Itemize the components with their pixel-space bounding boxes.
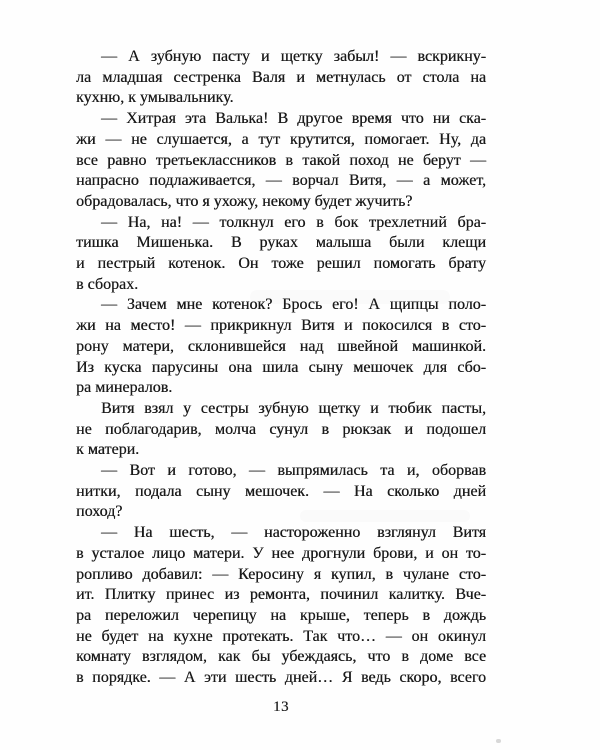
text-line: ла младшая сестренка Валя и метнулась от стола на <box>76 68 486 86</box>
scan-speck <box>496 739 501 743</box>
text-line: все равно третьеклассников в такой поход не берут — <box>76 151 486 169</box>
page-text <box>76 47 486 689</box>
text-line: жи — не слушается, а тут крутится, помогает. Ну, да <box>76 130 486 148</box>
text-line: нитки, подала сыну мешочек. — На сколько дней <box>76 482 486 500</box>
text-line: — На, на! — толкнул его в бок трехлетний бра- <box>101 213 486 231</box>
text-line: — На шесть, — настороженно взглянул Витя <box>101 524 486 542</box>
text-line: Витя взял у сестры зубную щетку и тюбик пасты, <box>101 399 486 417</box>
text-line: в усталое лицо матери. У нее дрогнули брови, и он то- <box>76 544 486 562</box>
text-line: жи на место! — прикрикнул Витя и покосился в сто- <box>76 317 486 335</box>
text-line: не поблагодарив, молча сунул в рюкзак и подошел <box>76 420 486 438</box>
text-line: — Вот и готово, — выпрямилась та и, оборвав <box>101 462 486 480</box>
text-line: ра переложил черепицу на крыше, теперь в дождь <box>76 606 486 624</box>
text-line: тишка Мишенька. В руках малыша были клещи <box>76 234 486 252</box>
text-line: напрасно подлаживается, — ворчал Витя, — а может, <box>76 172 486 190</box>
text-line: ра минералов. <box>76 379 173 397</box>
text-line: поход? <box>76 503 123 521</box>
text-line: комнату взглядом, как бы убеждаясь, что в доме все <box>76 648 486 666</box>
page-number: 13 <box>273 699 289 715</box>
text-line: в сборах. <box>76 275 139 293</box>
text-line: и пестрый котенок. Он тоже решил помогать брату <box>76 255 486 273</box>
text-line: обрадовалась, что я ухожу, некому будет жучить? <box>76 192 413 210</box>
text-line: рону матери, склонившейся над швейной машинкой. <box>76 337 486 355</box>
text-line: не будет на кухне протекать. Так что… — он окинул <box>76 627 486 645</box>
text-line: ит. Плитку принес из ремонта, починил калитку. Вче- <box>76 586 486 604</box>
text-line: Из куска парусины она шила сыну мешочек для сбо- <box>76 358 486 376</box>
text-line: ропливо добавил: — Керосину я купил, в чулане сто- <box>76 565 486 583</box>
text-line: кухню, к умывальнику. <box>76 89 234 107</box>
text-line: в порядке. — А эти шесть дней… Я ведь скоро, всего <box>76 669 486 687</box>
text-line: к матери. <box>76 441 140 459</box>
text-line: — Хитрая эта Валька! В другое время что ни ска- <box>101 110 486 128</box>
text-line: — А зубную пасту и щетку забыл! — вскрикну- <box>101 48 486 65</box>
text-line: — Зачем мне котенок? Брось его! А щипцы поло- <box>101 296 486 314</box>
